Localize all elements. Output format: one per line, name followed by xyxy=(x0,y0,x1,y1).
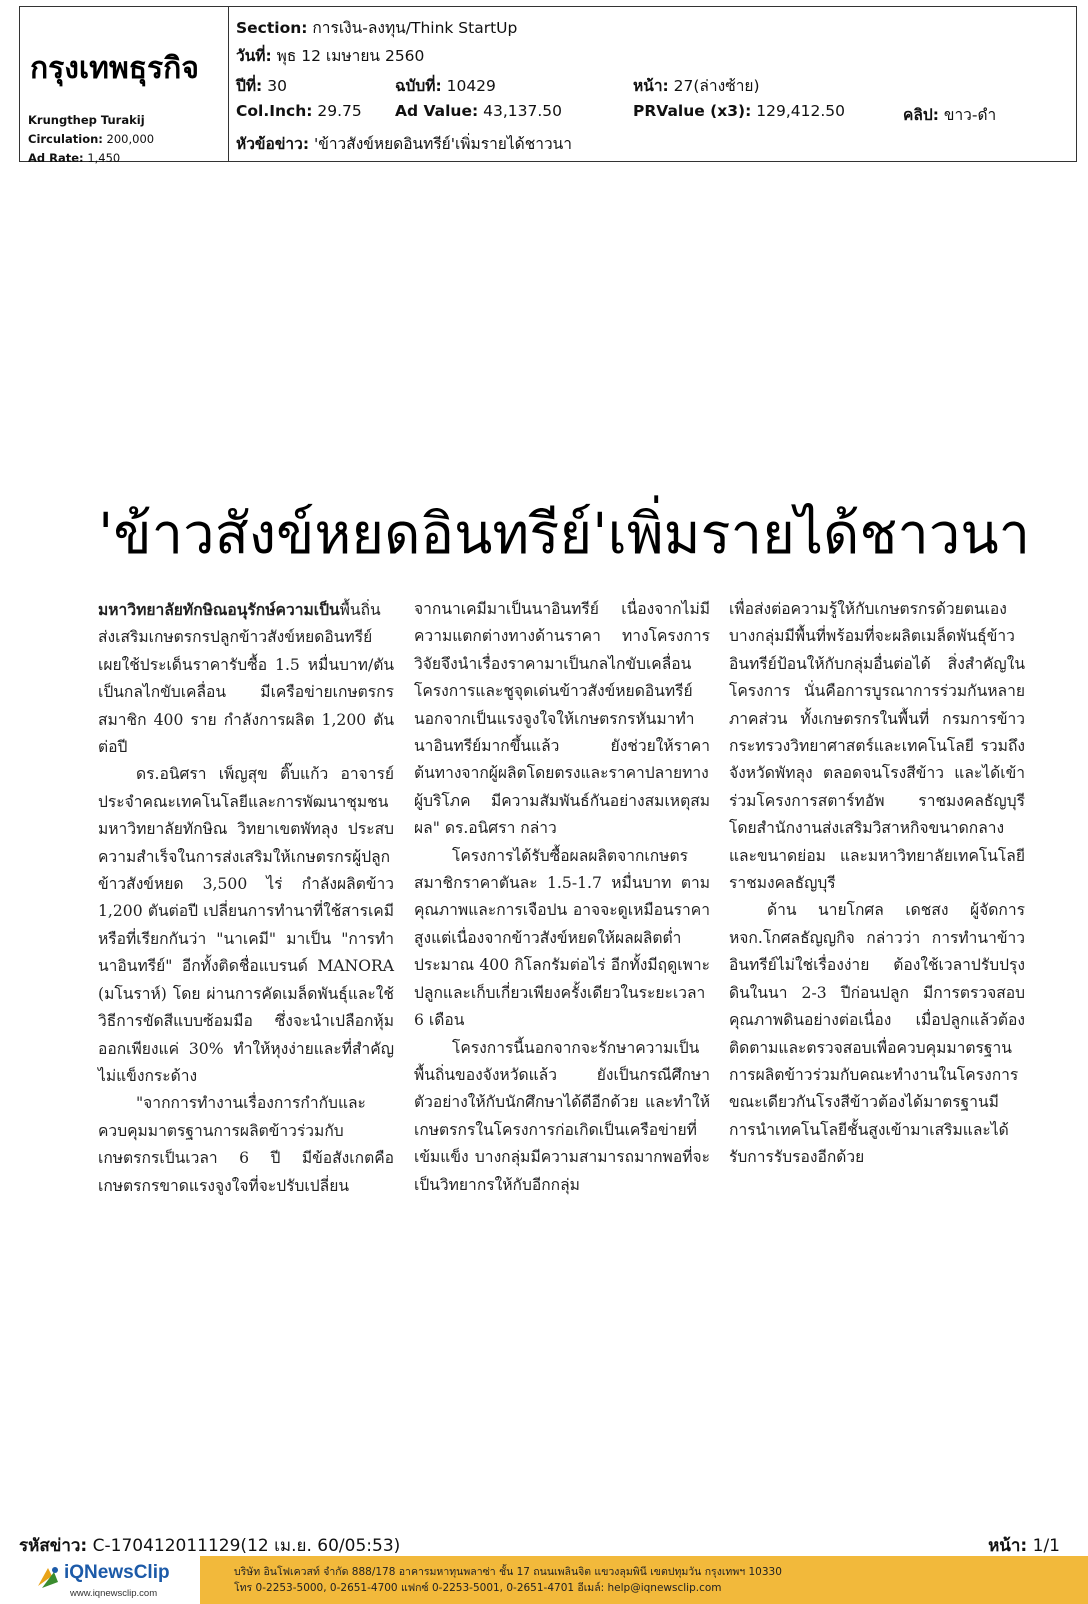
article-paragraph: จากนาเคมีมาเป็นนาอินทรีย์ เนื่องจากไม่มีความแตกต่างทางด้านราคา ทางโครงการวิจัยจึงนำเรื่องราคามาเป็นกลไกขับเคลื่อนโครงการและชูจุดเด่นข้าวสังข์หยดอินทรีย์ นอกจากเป็นแรงจูงใจให้เกษตรกรหันมาทำนาอินทรีย์มากขึ้นแล้ว ยังช่วยให้ราคาต้นทางจากผู้ผลิตโดยตรงและราคาปลายทางผู้บริโภค มีความสัมพันธ์กันอย่างสมเหตุสมผล" ดร.อนิศรา กล่าว xyxy=(414,600,710,838)
footer-bar xyxy=(0,1556,1088,1604)
page-label: หน้า: xyxy=(633,77,669,95)
clip-type-cell xyxy=(903,102,996,127)
advalue-label: Ad Value: xyxy=(395,102,479,120)
publication-panel xyxy=(20,7,229,165)
clip-details xyxy=(229,7,1076,161)
issue-label: ฉบับที่: xyxy=(395,77,442,95)
article-paragraph: โครงการนี้นอกจากจะรักษาความเป็นพื้นถิ่นของจังหวัดแล้ว ยังเป็นกรณีศึกษาตัวอย่างให้กับนักศึกษาได้ดีอีกด้วย และทำให้เกษตรกรในโครงการก่อเกิดเป็นเครือข่ายที่เข้มแข็ง บางกลุ่มมีความสามารถมากพอที่จะเป็นวิทยากรให้กับอีกกลุ่ม xyxy=(414,1038,710,1194)
page-value: 27(ล่างซ้าย) xyxy=(673,77,760,95)
page-indicator-label: หน้า: xyxy=(988,1536,1028,1556)
article-column-2 xyxy=(414,596,710,1199)
brand-url[interactable]: www.iqnewsclip.com xyxy=(70,1588,158,1599)
section-value: การเงิน-ลงทุน/Think StartUp xyxy=(312,19,518,37)
iqnewsclip-logo-icon xyxy=(34,1564,62,1592)
news-code-label: รหัสข่าว: xyxy=(19,1536,88,1556)
publication-logo: กรุงเทพธุรกิจ xyxy=(30,51,199,86)
page-indicator-value: 1/1 xyxy=(1032,1536,1060,1556)
article-paragraph: ด้าน นายโกศล เดชสง ผู้จัดการ หจก.โกศลธัญญกิจ กล่าวว่า การทำนาข้าวอินทรีย์ไม่ใช่เรื่องง่าย ต้องใช้เวลาปรับปรุงดินในนา 2-3 ปีก่อนปลูก มีการตรวจสอบคุณภาพดินอย่างต่อเนื่อง เมื่อปลูกแล้วต้องติดตามและตรวจสอบเพื่อควบคุมมาตรฐานการผลิตข้าวร่วมกับคณะทำงานในโครงการ ขณะเดียวกันโรงสีข้าวต้องได้มาตรฐานมีการนำเทคโนโลยีชั้นสูงเข้ามาเสริมและได้รับการรับรองอีกด้วย xyxy=(729,901,1025,1167)
section-label: Section: xyxy=(236,19,308,37)
colinch-cell xyxy=(236,102,362,120)
year-cell xyxy=(236,73,287,98)
advalue-cell xyxy=(395,102,562,120)
year-label: ปีที่: xyxy=(236,77,263,95)
headline-value: 'ข้าวสังข์หยดอินทรีย์'เพิ่มรายได้ชาวนา xyxy=(313,135,572,153)
news-code xyxy=(19,1532,400,1559)
clip-value: ขาว-ดำ xyxy=(943,106,997,124)
prvalue-cell xyxy=(633,102,845,120)
advalue-value: 43,137.50 xyxy=(483,102,562,120)
article-headline: 'ข้าวสังข์หยดอินทรีย์'เพิ่มรายได้ชาวนา xyxy=(98,502,1031,567)
date-value: พุธ 12 เมษายน 2560 xyxy=(276,47,425,65)
article-paragraph: "จากการทำงานเรื่องการกำกับและควบคุมมาตรฐานการผลิตข้าวร่วมกับเกษตรกรเป็นเวลา 6 ปี มีข้อสังเกตคือ เกษตรกรขาดแรงจูงใจที่จะปรับเปลี่ยน xyxy=(98,1094,394,1195)
prvalue-value: 129,412.50 xyxy=(756,102,845,120)
headline-line xyxy=(236,131,572,156)
circulation-label: Circulation: xyxy=(28,132,103,146)
date-label: วันที่: xyxy=(236,47,272,65)
company-address xyxy=(200,1556,782,1604)
clip-label: คลิป: xyxy=(903,106,939,124)
prvalue-label: PRValue (x3): xyxy=(633,102,752,120)
publication-name-en: Krungthep Turakij xyxy=(28,113,145,127)
issue-value: 10429 xyxy=(446,77,496,95)
colinch-label: Col.Inch: xyxy=(236,102,313,120)
article-paragraph: ดร.อนิศรา เพ็ญสุข ติ๊บแก้ว อาจารย์ประจำคณะเทคโนโลยีและการพัฒนาชุมชน มหาวิทยาลัยทักษิณ วิทยาเขตพัทลุง ประสบความสำเร็จในการส่งเสริมให้เกษตรกรผู้ปลูกข้าวสังข์หยด 3,500 ไร่ กำลังผลิตข้าว 1,200 ตันต่อปี เปลี่ยนการทำนาที่ใช้สารเคมีหรือที่เรียกกันว่า "นาเคมี" มาเป็น "การทำนาอินทรีย์" อีกทั้งติดชื่อแบรนด์ MANORA (มโนราห์) โดย ผ่านการคัดเมล็ดพันธุ์และใช้วิธีการขัดสีแบบซ้อมมือ ซึ่งจะนำเปลือกหุ้มออกเพียงแค่ 30% ทำให้หุงง่ายและที่สำคัญไม่แข็งกระด้าง xyxy=(98,765,394,1085)
brand-name: iQNewsClip xyxy=(64,1562,170,1583)
article-column-1 xyxy=(98,596,394,1200)
iqnewsclip-logo[interactable] xyxy=(0,1556,200,1604)
article-paragraph: พื้นถิ่น ส่งเสริมเกษตรกรปลูกข้าวสังข์หยดอินทรีย์ เผยใช้ประเด็นราคารับซื้อ 1.5 หมื่นบาท/ตันเป็นกลไกขับเคลื่อน มีเครือข่ายเกษตรกรสมาชิก 400 ราย กำลังการผลิต 1,200 ตันต่อปี xyxy=(98,601,394,757)
headline-label: หัวข้อข่าว: xyxy=(236,135,310,153)
address-line: บริษัท อินโฟเควสท์ จำกัด 888/178 อาคารมหาทุนพลาซ่า ชั้น 17 ถนนเพลินจิต แขวงลุมพินี เขตปทุมวัน กรุงเทพฯ 10330 xyxy=(234,1566,782,1578)
article-paragraph: โครงการได้รับซื้อผลผลิตจากเกษตรสมาชิกราคาตันละ 1.5-1.7 หมื่นบาท ตามคุณภาพและการเจือปน อาจจะดูเหมือนราคาสูงแต่เนื่องจากข้าวสังข์หยดให้ผลผลิตต่ำ ประมาณ 400 กิโลกรัมต่อไร่ อีกทั้งมีฤดูเพาะปลูกและเก็บเกี่ยวเพียงครั้งเดียวในระยะเวลา 6 เดือน xyxy=(414,846,710,1030)
clip-header xyxy=(19,6,1077,165)
issue-cell xyxy=(395,73,496,98)
circulation-value: 200,000 xyxy=(106,132,155,146)
article-lead: มหาวิทยาลัยทักษิณอนุรักษ์ความเป็น xyxy=(98,600,340,619)
date-line xyxy=(236,43,424,68)
publication-meta xyxy=(28,111,154,168)
article-column-3 xyxy=(729,596,1025,1172)
section-line xyxy=(236,15,517,40)
news-code-value: C-170412011129(12 เม.ย. 60/05:53) xyxy=(92,1536,401,1556)
adrate-value: 1,450 xyxy=(87,151,121,165)
article-paragraph: เพื่อส่งต่อความรู้ให้กับเกษตรกรด้วยตนเอง บางกลุ่มมีพื้นที่พร้อมที่จะผลิตเมล็ดพันธุ์ข้าวอินทรีย์ป้อนให้กับกลุ่มอื่นต่อได้ สิ่งสำคัญในโครงการ นั่นคือการบูรณาการร่วมกันหลายภาคส่วน ทั้งเกษตรกรในพื้นที่ กรมการข้าว กระทรวงวิทยาศาสตร์และเทคโนโลยี รวมถึงจังหวัดพัทลุง ตลอดจนโรงสีข้าว และได้เข้าร่วมโครงการสตาร์ทอัพ ราชมงคลธัญบุรี โดยสำนักงานส่งเสริมวิสาหกิจขนาดกลางและขนาดย่อม และมหาวิทยาลัยเทคโนโลยีราชมงคลธัญบุรี xyxy=(729,600,1025,893)
year-value: 30 xyxy=(267,77,287,95)
contact-line: โทร 0-2253-5000, 0-2651-4700 แฟกซ์ 0-2253-5001, 0-2651-4701 อีเมล์: help@iqnewsclip.com xyxy=(234,1582,722,1594)
colinch-value: 29.75 xyxy=(317,102,362,120)
page-cell xyxy=(633,73,760,98)
page-indicator xyxy=(988,1532,1060,1559)
adrate-label: Ad Rate: xyxy=(28,151,84,165)
